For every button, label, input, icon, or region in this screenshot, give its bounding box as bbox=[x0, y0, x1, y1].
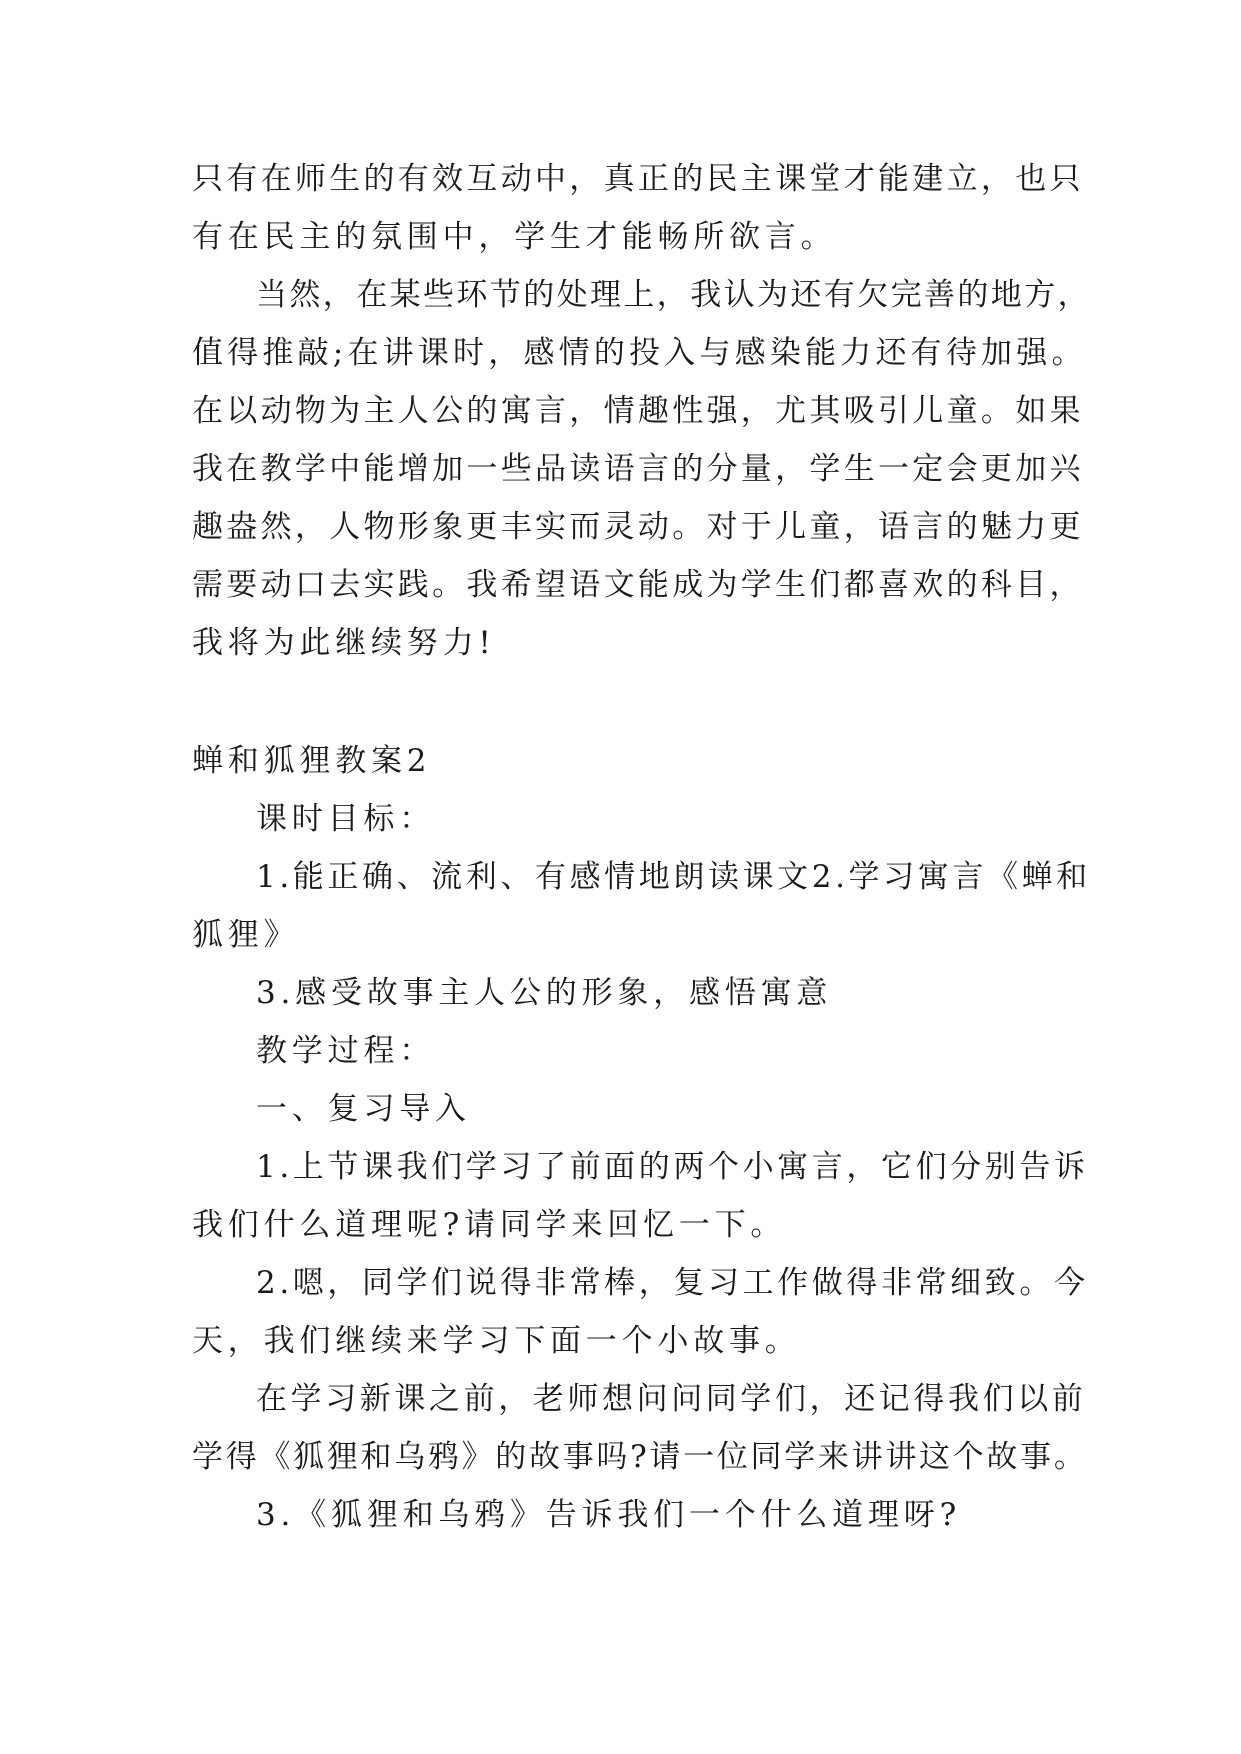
paragraph-line: 在学习新课之前，老师想问问同学们，还记得我们以前 bbox=[256, 1381, 1087, 1417]
paragraph-line: 1.能正确、流利、有感情地朗读课文2.学习寓言《蝉和 bbox=[256, 859, 1091, 895]
paragraph-line: 一、复习导入 bbox=[256, 1091, 471, 1127]
paragraph-line: 学得《狐狸和乌鸦》的故事吗?请一位同学来讲讲这个故事。 bbox=[192, 1439, 1088, 1475]
paragraph-line: 值得推敲;在讲课时，感情的投入与感染能力还有待加强。 bbox=[192, 335, 1087, 371]
paragraph-line: 只有在师生的有效互动中，真正的民主课堂才能建立，也只 bbox=[192, 161, 1084, 197]
paragraph-line: 我在教学中能增加一些品读语言的分量，学生一定会更加兴 bbox=[192, 451, 1084, 487]
paragraph-line: 3.感受故事主人公的形象，感悟寓意 bbox=[256, 975, 833, 1011]
paragraph-line: 教学过程： bbox=[256, 1033, 435, 1069]
paragraph-line: 2.嗯，同学们说得非常棒，复习工作做得非常细致。今 bbox=[256, 1265, 1089, 1301]
paragraph-line: 我们什么道理呢?请同学来回忆一下。 bbox=[192, 1207, 787, 1243]
paragraph-line: 在以动物为主人公的寓言，情趣性强，尤其吸引儿童。如果 bbox=[192, 393, 1084, 429]
paragraph-line: 我将为此继续努力! bbox=[192, 625, 496, 661]
paragraph-line: 天，我们继续来学习下面一个小故事。 bbox=[192, 1323, 801, 1359]
paragraph-line: 课时目标： bbox=[256, 801, 435, 837]
paragraph-line: 需要动口去实践。我希望语文能成为学生们都喜欢的科目， bbox=[192, 567, 1084, 603]
paragraph-line: 1.上节课我们学习了前面的两个小寓言，它们分别告诉 bbox=[256, 1149, 1089, 1185]
paragraph-line: 有在民主的氛围中，学生才能畅所欲言。 bbox=[192, 219, 837, 255]
paragraph-line: 趣盎然，人物形象更丰实而灵动。对于儿童，语言的魅力更 bbox=[192, 509, 1084, 545]
paragraph-line: 狐狸》 bbox=[192, 917, 300, 953]
paragraph-line: 当然，在某些环节的处理上，我认为还有欠完善的地方， bbox=[256, 277, 1091, 313]
paragraph-line: 3.《狐狸和乌鸦》告诉我们一个什么道理呀? bbox=[256, 1497, 961, 1533]
section-title: 蝉和狐狸教案2 bbox=[192, 743, 432, 779]
